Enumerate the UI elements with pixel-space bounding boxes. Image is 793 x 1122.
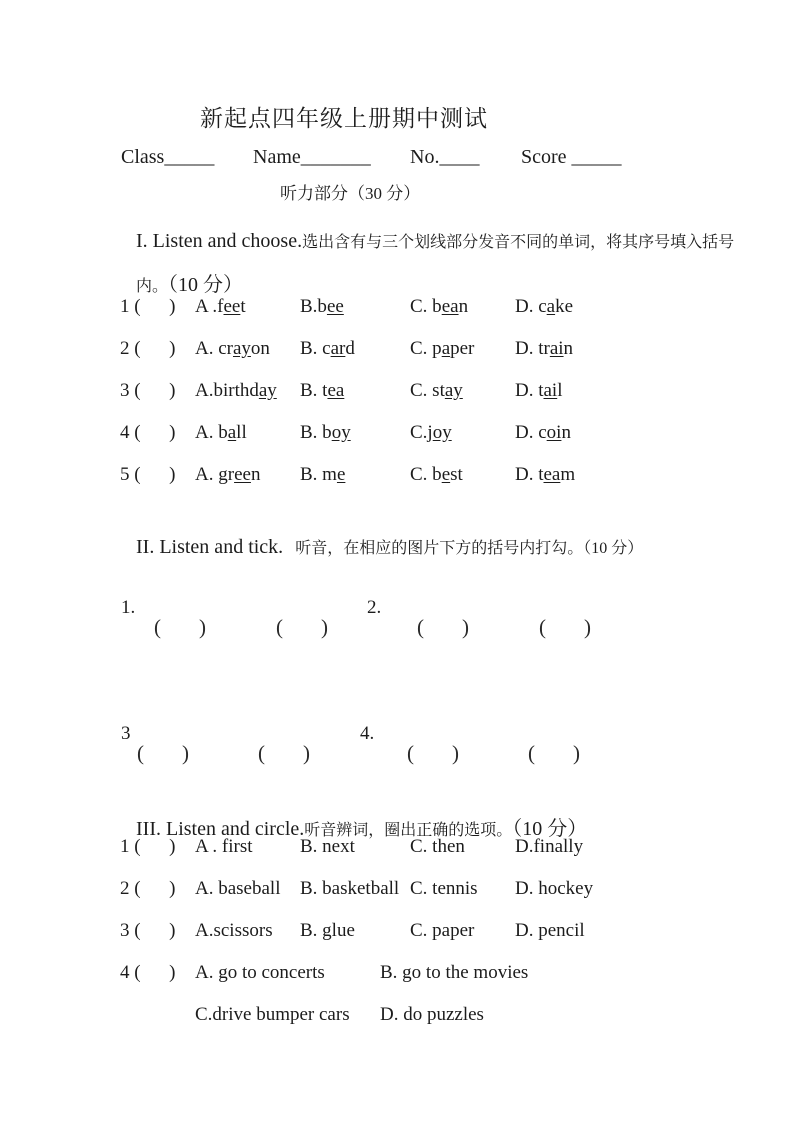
- question-row: [120, 1004, 780, 1046]
- underlined-letters: a: [441, 338, 451, 359]
- option-text: n: [458, 296, 469, 317]
- underlined-letters: e: [441, 464, 451, 485]
- open-paren: (: [417, 615, 424, 639]
- option-text: A. b: [195, 422, 228, 443]
- tick-bracket-pair: [539, 615, 591, 640]
- page-title: 新起点四年级上册期中测试: [200, 106, 488, 131]
- question-number-brackets: 4 ( ): [120, 422, 176, 443]
- option-a: A . first: [195, 836, 253, 857]
- close-paren: ): [199, 615, 206, 639]
- number-blank-field: No.____: [410, 146, 480, 168]
- question-row: [120, 920, 780, 962]
- close-paren: ): [303, 741, 310, 765]
- option-text: C. b: [410, 464, 442, 485]
- option-text: on: [250, 338, 270, 359]
- underlined-letters: ay: [258, 380, 277, 401]
- option-b: B. basketball: [300, 878, 400, 899]
- section1-score-label: （10 分）: [168, 274, 244, 296]
- option-b: B. glue: [300, 920, 355, 941]
- tick-bracket-pair: [276, 615, 328, 640]
- underlined-letters: oy: [331, 422, 351, 443]
- option-text: st: [450, 464, 463, 485]
- option-text: n: [250, 464, 261, 485]
- option-text: B. c: [300, 338, 331, 359]
- close-paren: ): [182, 741, 189, 765]
- option-a: [195, 380, 300, 402]
- question-row: [120, 878, 780, 920]
- open-paren: (: [137, 741, 144, 765]
- option-d: D. pencil: [515, 920, 585, 941]
- option-c: [410, 380, 515, 402]
- option-a: A. go to concerts: [195, 962, 325, 983]
- question-number-brackets: 1 ( ): [120, 296, 176, 317]
- option-d: D. hockey: [515, 878, 594, 899]
- underlined-letters: ea: [441, 296, 459, 317]
- section2-heading-zh: 听音，在相应的图片下方的括号内打勾。（10 分）: [295, 540, 644, 557]
- section3-questions: [120, 836, 780, 1046]
- option-text: A.birthd: [195, 380, 259, 401]
- option-b: [300, 380, 410, 402]
- section3-heading-zh: 听音辨词，圈出正确的选项。: [304, 822, 513, 839]
- section3-heading-en: III. Listen and circle.: [136, 818, 305, 840]
- option-text: D. c: [515, 422, 547, 443]
- option-text: ll: [236, 422, 247, 443]
- option-text: D. c: [515, 296, 547, 317]
- question-row: [120, 836, 780, 878]
- close-paren: ): [452, 741, 459, 765]
- underlined-letters: ay: [444, 380, 463, 401]
- option-c: C. tennis: [410, 878, 478, 899]
- tick-bracket-pair: [154, 615, 206, 640]
- option-b: [300, 464, 410, 486]
- section1-heading-en: I. Listen and choose.: [136, 230, 303, 252]
- close-paren: ): [584, 615, 591, 639]
- option-b: [300, 296, 410, 318]
- underlined-letters: ea: [543, 464, 561, 485]
- close-paren: ): [462, 615, 469, 639]
- option-a: [195, 464, 300, 486]
- question-row: [120, 962, 780, 1004]
- option-a: [195, 338, 300, 360]
- underlined-letters: ea: [327, 380, 345, 401]
- section1-heading-zh-wrap: 内。: [136, 278, 169, 295]
- option-text: per: [450, 338, 475, 359]
- option-text: B. t: [300, 380, 328, 401]
- section1-heading-zh: 选出含有与三个划线部分发音不同的单词，将其序号填入括号: [302, 234, 735, 251]
- question-number-brackets: 2 ( ): [120, 338, 176, 359]
- picture-item-number-2: 2.: [367, 597, 382, 618]
- section1-questions: [120, 296, 780, 506]
- option-text: D. t: [515, 464, 544, 485]
- option-d: [515, 296, 573, 318]
- close-paren: ): [573, 741, 580, 765]
- option-text: n: [563, 338, 574, 359]
- question-number-brackets: 3 ( ): [120, 920, 176, 941]
- option-text: l: [557, 380, 563, 401]
- option-c: C. paper: [410, 920, 475, 941]
- question-row: [120, 380, 780, 422]
- question-row: [120, 464, 780, 506]
- tick-bracket-pair: [417, 615, 469, 640]
- picture-item-number-4: 4.: [360, 723, 375, 744]
- option-text: m: [560, 464, 576, 485]
- option-text: t: [240, 296, 246, 317]
- underlined-letters: ee: [223, 296, 241, 317]
- open-paren: (: [407, 741, 414, 765]
- option-a: A. baseball: [195, 878, 281, 899]
- option-d: [515, 422, 571, 444]
- option-text: A .f: [195, 296, 224, 317]
- option-text: C. p: [410, 338, 442, 359]
- question-number-brackets: 4 ( ): [120, 962, 176, 983]
- option-text: B. b: [300, 422, 332, 443]
- score-blank-field: Score _____: [521, 146, 622, 168]
- option-b: B. go to the movies: [380, 962, 529, 983]
- underlined-letters: ay: [232, 338, 251, 359]
- option-d: [515, 464, 575, 486]
- question-number-brackets: 3 ( ): [120, 380, 176, 401]
- option-text: A. cr: [195, 338, 233, 359]
- option-b: [300, 338, 410, 360]
- option-text: d: [345, 338, 355, 359]
- option-a: A.scissors: [195, 920, 273, 941]
- class-blank-field: Class_____: [121, 146, 215, 168]
- section3-score-label: （10 分）: [512, 818, 588, 840]
- name-blank-field: Name_______: [253, 146, 371, 168]
- option-text: D. t: [515, 380, 544, 401]
- picture-item-number-1: 1.: [121, 597, 136, 618]
- open-paren: (: [154, 615, 161, 639]
- option-c: [410, 338, 515, 360]
- question-row: [120, 422, 780, 464]
- option-b: B. next: [300, 836, 355, 857]
- option-d: D.finally: [515, 836, 584, 857]
- option-text: C.j: [410, 422, 433, 443]
- question-number-brackets: 2 ( ): [120, 878, 176, 899]
- open-paren: (: [528, 741, 535, 765]
- picture-item-number-3: 3: [121, 723, 131, 744]
- option-c: C.drive bumper cars: [195, 1004, 350, 1025]
- close-paren: ): [321, 615, 328, 639]
- open-paren: (: [276, 615, 283, 639]
- question-number-brackets: 1 ( ): [120, 836, 176, 857]
- question-number-brackets: 5 ( ): [120, 464, 176, 485]
- underlined-letters: a: [227, 422, 237, 443]
- tick-bracket-pair: [137, 741, 189, 766]
- option-text: n: [561, 422, 571, 443]
- tick-bracket-pair: [407, 741, 459, 766]
- tick-bracket-pair: [528, 741, 580, 766]
- question-row: [120, 296, 780, 338]
- underlined-letters: oy: [432, 422, 452, 443]
- underlined-letters: oi: [546, 422, 562, 443]
- option-text: C. b: [410, 296, 442, 317]
- open-paren: (: [539, 615, 546, 639]
- underlined-letters: ar: [330, 338, 346, 359]
- section2-heading-en: II. Listen and tick.: [136, 536, 284, 558]
- listening-part-label: 听力部分（30 分）: [280, 184, 421, 203]
- option-d: [515, 380, 563, 402]
- underlined-letters: e: [336, 464, 346, 485]
- option-text: C. st: [410, 380, 445, 401]
- option-text: D. tr: [515, 338, 550, 359]
- underlined-letters: a: [546, 296, 556, 317]
- option-text: ke: [555, 296, 574, 317]
- underlined-letters: ee: [326, 296, 344, 317]
- option-c: [410, 422, 515, 444]
- option-text: B.b: [300, 296, 327, 317]
- question-row: [120, 338, 780, 380]
- underlined-letters: ee: [234, 464, 251, 485]
- option-a: [195, 296, 300, 318]
- option-c: [410, 296, 515, 318]
- option-a: [195, 422, 300, 444]
- tick-bracket-pair: [258, 741, 310, 766]
- option-c: C. then: [410, 836, 465, 857]
- option-c: [410, 464, 515, 486]
- option-text: A. gr: [195, 464, 235, 485]
- open-paren: (: [258, 741, 265, 765]
- section2-heading: [120, 517, 643, 577]
- option-d: [515, 338, 573, 360]
- option-text: B. m: [300, 464, 337, 485]
- underlined-letters: ai: [543, 380, 558, 401]
- option-d: D. do puzzles: [380, 1004, 484, 1025]
- underlined-letters: ai: [549, 338, 564, 359]
- option-b: [300, 422, 410, 444]
